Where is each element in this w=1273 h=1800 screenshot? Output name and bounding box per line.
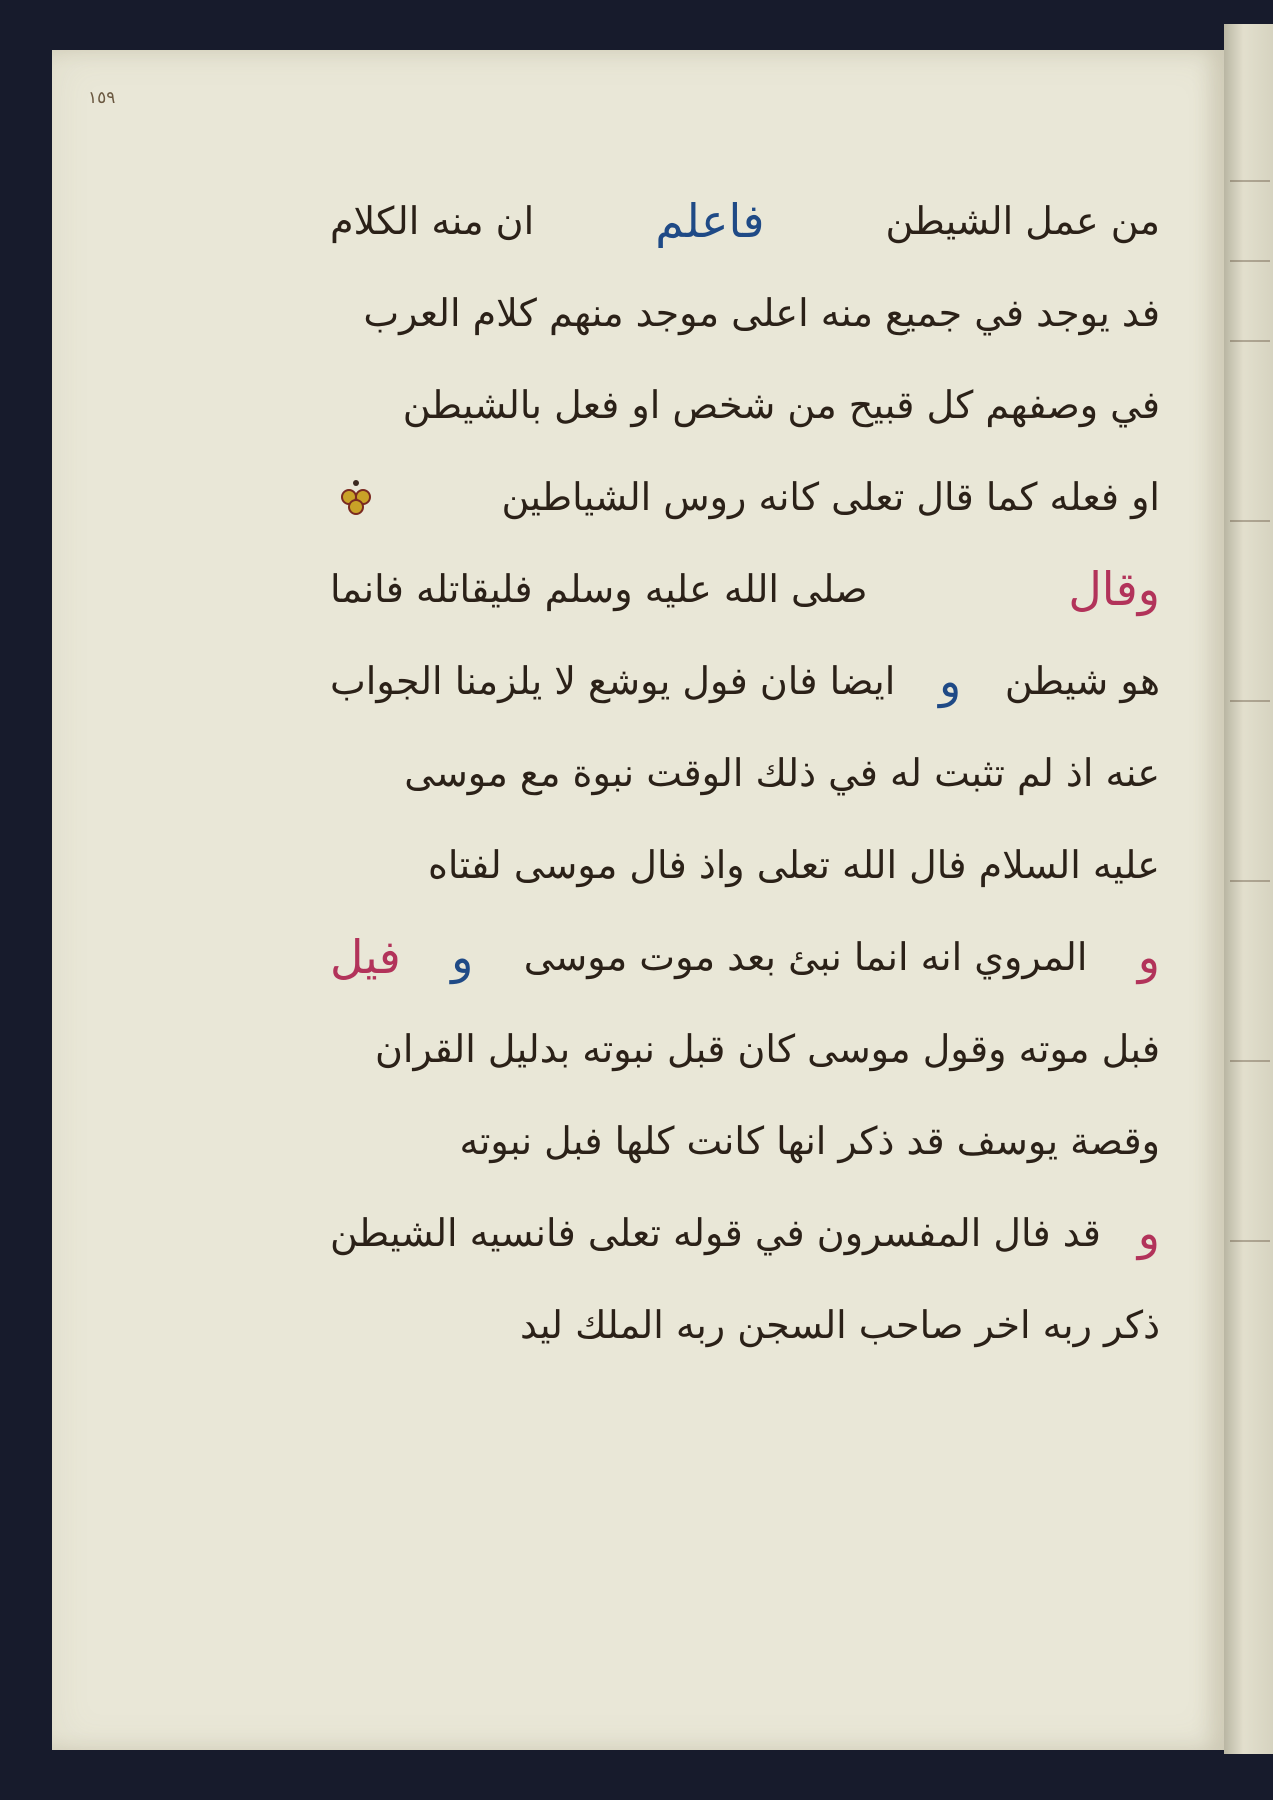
rubric-word: فاعلم [655, 194, 765, 248]
text-segment: صلى الله عليه وسلم فليقاتله فانما [330, 567, 868, 611]
adjacent-page-text [1230, 700, 1270, 702]
rubric-word: وقال [1068, 562, 1160, 616]
adjacent-page-text [1230, 1060, 1270, 1062]
text-line [330, 359, 1160, 451]
text-segment: هو شيطن [1004, 659, 1160, 703]
text-segment: من عمل الشيطن [885, 199, 1160, 243]
text-segment: فد يوجد في جميع منه اعلى موجد منهم كلام العرب [363, 291, 1160, 335]
adjacent-page-text [1230, 520, 1270, 522]
text-line [330, 543, 1160, 635]
text-line [330, 175, 1160, 267]
text-segment: ذكر ربه اخر صاحب السجن ربه الملك ليد [520, 1303, 1160, 1347]
text-line [330, 1095, 1160, 1187]
adjacent-page-text [1230, 260, 1270, 262]
folio-number: ١٥٩ [88, 88, 116, 108]
text-segment: فبل موته وقول موسى كان قبل نبوته بدليل القران [375, 1027, 1160, 1071]
text-line [330, 451, 1160, 543]
text-line [330, 267, 1160, 359]
adjacent-page-edge [1224, 24, 1273, 1754]
verse-marker-icon [336, 477, 376, 517]
adjacent-page-text [1230, 180, 1270, 182]
text-segment: وقصة يوسف قد ذكر انها كانت كلها فبل نبوته [459, 1119, 1160, 1163]
adjacent-page-text [1230, 340, 1270, 342]
text-line [330, 1279, 1160, 1371]
text-line [330, 1003, 1160, 1095]
text-line [330, 1187, 1160, 1279]
main-text-block [330, 175, 1160, 1371]
text-segment: عنه اذ لم تثبت له في ذلك الوقت نبوة مع موسى [404, 751, 1160, 795]
rubric-word: و [938, 654, 962, 708]
text-segment: قد فال المفسرون في قوله تعلى فانسيه الشيطن [330, 1211, 1101, 1255]
adjacent-page-text [1230, 880, 1270, 882]
rubric-word: فيل [330, 930, 401, 984]
rubric-word: و [451, 930, 474, 984]
text-line [330, 819, 1160, 911]
text-line [330, 635, 1160, 727]
rubric-word: و [1137, 930, 1160, 984]
text-segment: او فعله كما قال تعلى كانه روس الشياطين [501, 475, 1160, 519]
rubric-word: و [1137, 1206, 1160, 1260]
adjacent-page-text [1230, 1240, 1270, 1242]
text-segment: في وصفهم كل قبيح من شخص او فعل بالشيطن [402, 383, 1160, 427]
text-segment: ايضا فان فول يوشع لا يلزمنا الجواب [330, 659, 896, 703]
text-line [330, 911, 1160, 1003]
text-segment: ان منه الكلام [330, 199, 535, 243]
text-segment: المروي انه انما نبئ بعد موت موسى [523, 935, 1088, 979]
text-line [330, 727, 1160, 819]
text-segment: عليه السلام فال الله تعلى واذ فال موسى لفتاه [427, 843, 1160, 887]
